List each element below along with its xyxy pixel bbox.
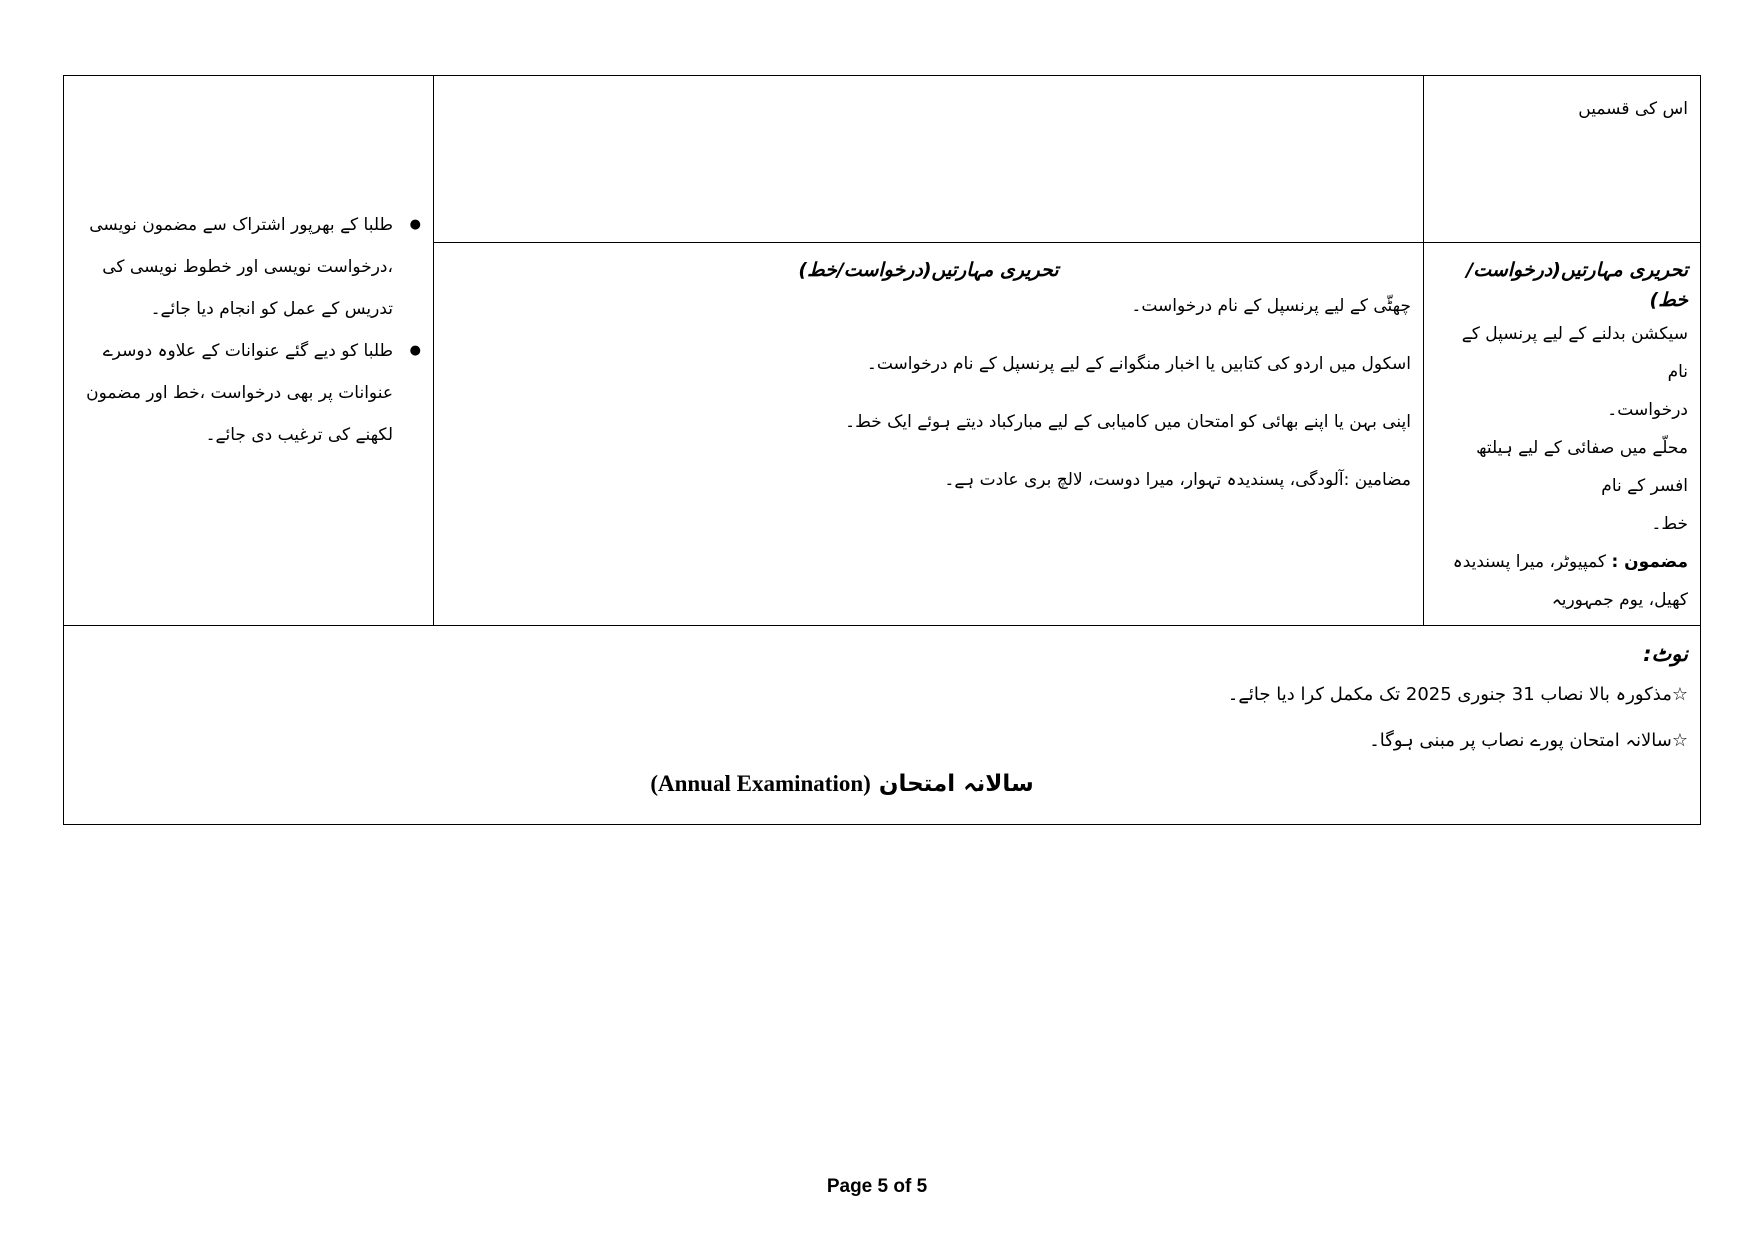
essay-line <box>1436 543 1688 581</box>
section-heading: تحریری مہارتیں(درخواست/خط) <box>798 259 1059 281</box>
essay-line-2: کھیل، یوم جمہوریہ <box>1551 590 1688 610</box>
table-row <box>64 626 1701 825</box>
page-number: Page 5 of 5 <box>826 1176 928 1197</box>
note-title: نوٹ: <box>1643 642 1688 666</box>
content-line: درخواست۔ <box>1607 400 1688 420</box>
content-line: اپنی بہن یا اپنے بھائی کو امتحان میں کامیابی کے لیے مبارکباد دیتے ہوئے ایک خط۔ <box>845 412 1411 432</box>
annual-exam-heading <box>76 764 1688 804</box>
content-line: مضامین :آلودگی، پسندیدہ تہوار، میرا دوست، لالچ بری عادت ہے۔ <box>944 470 1411 490</box>
activities-list <box>76 204 421 456</box>
list-item: ● طلبا کو دیے گئے عنوانات کے علاوہ دوسرے عنوانات پر بھی درخواست ،خط اور مضمون لکھنے کی ترغیب دی جائے۔ <box>76 330 397 456</box>
table-row <box>64 76 1701 243</box>
content-line: خط۔ <box>1651 514 1688 534</box>
empty-cell <box>434 76 1424 243</box>
content-line: اسکول میں اردو کی کتابیں یا اخبار منگوانے کے لیے پرنسپل کے نام درخواست۔ <box>866 354 1411 374</box>
essay-text: کمپیوٹر، میرا پسندیدہ <box>1452 552 1607 572</box>
topic-cell <box>1424 243 1701 626</box>
annual-exam-urdu: سالانہ امتحان <box>878 771 1034 797</box>
syllabus-table <box>63 75 1701 825</box>
essay-label: مضمون : <box>1611 552 1688 572</box>
note-line: ☆سالانہ امتحان پورے نصاب پر مبنی ہوگا۔ <box>1369 730 1688 751</box>
syllabus-sheet <box>63 75 1700 825</box>
content-cell <box>434 243 1424 626</box>
annual-exam-english: (Annual Examination) <box>650 771 871 796</box>
content-line: چھٹّی کے لیے پرنسپل کے نام درخواست۔ <box>1131 296 1411 316</box>
topic-text: اس کی قسمیں <box>1578 99 1688 119</box>
note-line: ☆مذکورہ بالا نصاب 31 جنوری 2025 تک مکمل کرا دیا جائے۔ <box>1227 684 1688 705</box>
note-cell <box>64 626 1701 825</box>
list-item: ● طلبا کے بھرپور اشتراک سے مضمون نویسی ،درخواست نویسی اور خطوط نویسی کی تدریس کے عمل کو انجام دیا جائے۔ <box>76 204 397 330</box>
content-line: سیکشن بدلنے کے لیے پرنسپل کے نام <box>1461 324 1688 382</box>
content-line: محلّے میں صفائی کے لیے ہیلتھ افسر کے نام <box>1476 438 1688 496</box>
activities-cell <box>64 76 434 626</box>
section-heading: تحریری مہارتیں(درخواست/خط) <box>1466 259 1688 311</box>
topic-cell <box>1424 76 1701 243</box>
